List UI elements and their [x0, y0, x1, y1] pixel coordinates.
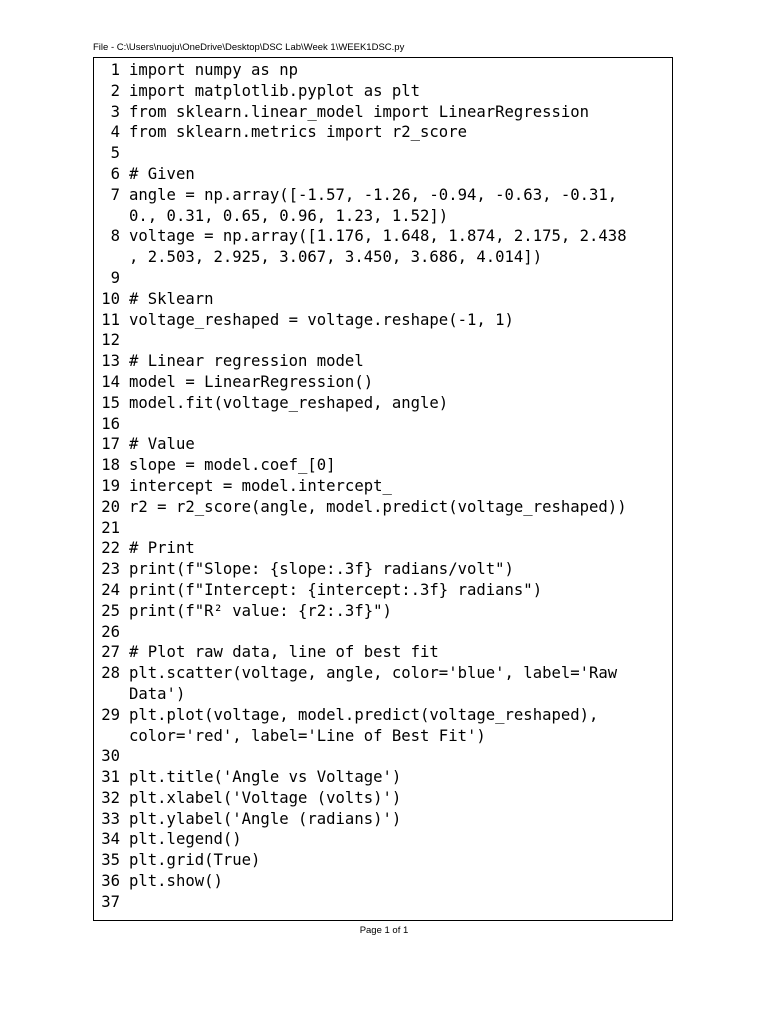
code-line: [94, 601, 672, 622]
code-line: [94, 372, 672, 393]
line-text: from sklearn.linear_model import LinearRegression: [129, 102, 590, 121]
code-line: [94, 622, 672, 643]
line-number: 35: [101, 851, 120, 870]
code-line: [94, 892, 672, 913]
line-number: 31: [101, 768, 120, 787]
line-number: 24: [101, 580, 120, 599]
line-number: 3: [110, 102, 120, 121]
code-line: [94, 185, 672, 227]
line-number: 2: [110, 81, 120, 100]
line-text: plt.show(): [129, 872, 223, 891]
code-line: [94, 871, 672, 892]
code-line: [94, 705, 672, 747]
line-text: [120, 330, 672, 351]
line-number: 17: [101, 435, 120, 454]
line-number: 32: [101, 788, 120, 807]
line-number: 33: [101, 809, 120, 828]
code-listing: [93, 57, 673, 921]
line-number: 29: [101, 705, 120, 724]
line-text: print(f"Intercept: {intercept:.3f} radians"): [129, 580, 543, 599]
code-line: [94, 330, 672, 351]
code-line: [94, 538, 672, 559]
line-number: 25: [101, 601, 120, 620]
code-line: [94, 393, 672, 414]
line-text: plt.title('Angle vs Voltage'): [129, 768, 402, 787]
code-line: [94, 829, 672, 850]
line-number: 27: [101, 643, 120, 662]
code-lines: [94, 60, 672, 913]
code-line: [94, 289, 672, 310]
line-text: angle = np.array([-1.57, -1.26, -0.94, -0.63, -0.31, 0., 0.31, 0.65, 0.96, 1.23, 1.52]): [129, 185, 618, 225]
code-line: [94, 351, 672, 372]
line-text: [120, 414, 672, 435]
line-text: [120, 892, 672, 913]
code-line: [94, 310, 672, 331]
code-line: [94, 143, 672, 164]
line-text: r2 = r2_score(angle, model.predict(voltage_reshaped)): [129, 497, 627, 516]
line-text: model = LinearRegression(): [129, 372, 374, 391]
line-text: model.fit(voltage_reshaped, angle): [129, 393, 449, 412]
line-number: 11: [101, 310, 120, 329]
code-line: [94, 434, 672, 455]
line-number: 4: [110, 123, 120, 142]
line-number: 10: [101, 289, 120, 308]
code-line: [94, 122, 672, 143]
line-text: print(f"R² value: {r2:.3f}"): [129, 601, 392, 620]
line-text: plt.ylabel('Angle (radians)'): [129, 809, 402, 828]
line-text: plt.legend(): [129, 830, 242, 849]
line-number: 16: [101, 414, 120, 433]
line-number: 26: [101, 622, 120, 641]
line-text: [120, 143, 672, 164]
line-number: 6: [110, 164, 120, 183]
line-number: 9: [110, 268, 120, 287]
line-number: 14: [101, 372, 120, 391]
line-number: 23: [101, 560, 120, 579]
code-line: [94, 60, 672, 81]
code-line: [94, 414, 672, 435]
line-text: plt.scatter(voltage, angle, color='blue', label='Raw Data'): [129, 664, 618, 703]
code-line: [94, 788, 672, 809]
code-line: [94, 226, 672, 268]
file-path-header: File - C:\Users\nuoju\OneDrive\Desktop\DSC Lab\Week 1\WEEK1DSC.py: [93, 42, 405, 53]
code-line: [94, 746, 672, 767]
line-text: voltage_reshaped = voltage.reshape(-1, 1): [129, 310, 514, 329]
line-text: import numpy as np: [129, 61, 298, 79]
line-text: intercept = model.intercept_: [129, 476, 392, 495]
line-text: # Given: [129, 164, 195, 183]
line-text: plt.plot(voltage, model.predict(voltage_reshaped), color='red', label='Line of Best Fit'): [129, 705, 599, 745]
code-line: [94, 663, 672, 705]
line-text: voltage = np.array([1.176, 1.648, 1.874, 2.175, 2.438 , 2.503, 2.925, 3.067, 3.450, 3.686, 4.014]): [129, 227, 627, 267]
code-line: [94, 102, 672, 123]
line-number: 37: [101, 892, 120, 911]
line-text: # Linear regression model: [129, 352, 364, 371]
code-line: [94, 642, 672, 663]
line-number: 21: [101, 518, 120, 537]
line-number: 30: [101, 747, 120, 766]
code-line: [94, 580, 672, 601]
code-line: [94, 497, 672, 518]
line-text: slope = model.coef_[0]: [129, 456, 336, 475]
line-text: plt.xlabel('Voltage (volts)'): [129, 788, 402, 807]
line-text: # Print: [129, 539, 195, 558]
code-line: [94, 767, 672, 788]
line-number: 36: [101, 872, 120, 891]
line-number: 8: [110, 227, 120, 246]
line-text: [120, 518, 672, 539]
line-number: 22: [101, 539, 120, 558]
line-number: 7: [110, 185, 120, 204]
code-line: [94, 164, 672, 185]
line-number: 34: [101, 830, 120, 849]
code-line: [94, 559, 672, 580]
line-number: 13: [101, 352, 120, 371]
code-line: [94, 518, 672, 539]
line-number: 12: [101, 331, 120, 350]
line-text: import matplotlib.pyplot as plt: [129, 81, 421, 100]
line-number: 19: [101, 476, 120, 495]
line-number: 18: [101, 456, 120, 475]
line-text: from sklearn.metrics import r2_score: [129, 123, 467, 142]
line-text: # Value: [129, 435, 195, 454]
line-number: 5: [110, 144, 120, 163]
line-text: [120, 268, 672, 289]
line-text: plt.grid(True): [129, 851, 261, 870]
line-text: [120, 746, 672, 767]
line-text: # Sklearn: [129, 289, 214, 308]
line-text: [120, 622, 672, 643]
code-line: [94, 476, 672, 497]
code-line: [94, 850, 672, 871]
page-footer: Page 1 of 1: [359, 925, 409, 936]
line-number: 1: [110, 61, 120, 79]
code-line: [94, 809, 672, 830]
line-number: 28: [101, 664, 120, 683]
code-line: [94, 81, 672, 102]
code-line: [94, 268, 672, 289]
line-number: 20: [101, 497, 120, 516]
line-text: # Plot raw data, line of best fit: [129, 643, 439, 662]
code-line: [94, 455, 672, 476]
line-number: 15: [101, 393, 120, 412]
line-text: print(f"Slope: {slope:.3f} radians/volt"): [129, 560, 514, 579]
